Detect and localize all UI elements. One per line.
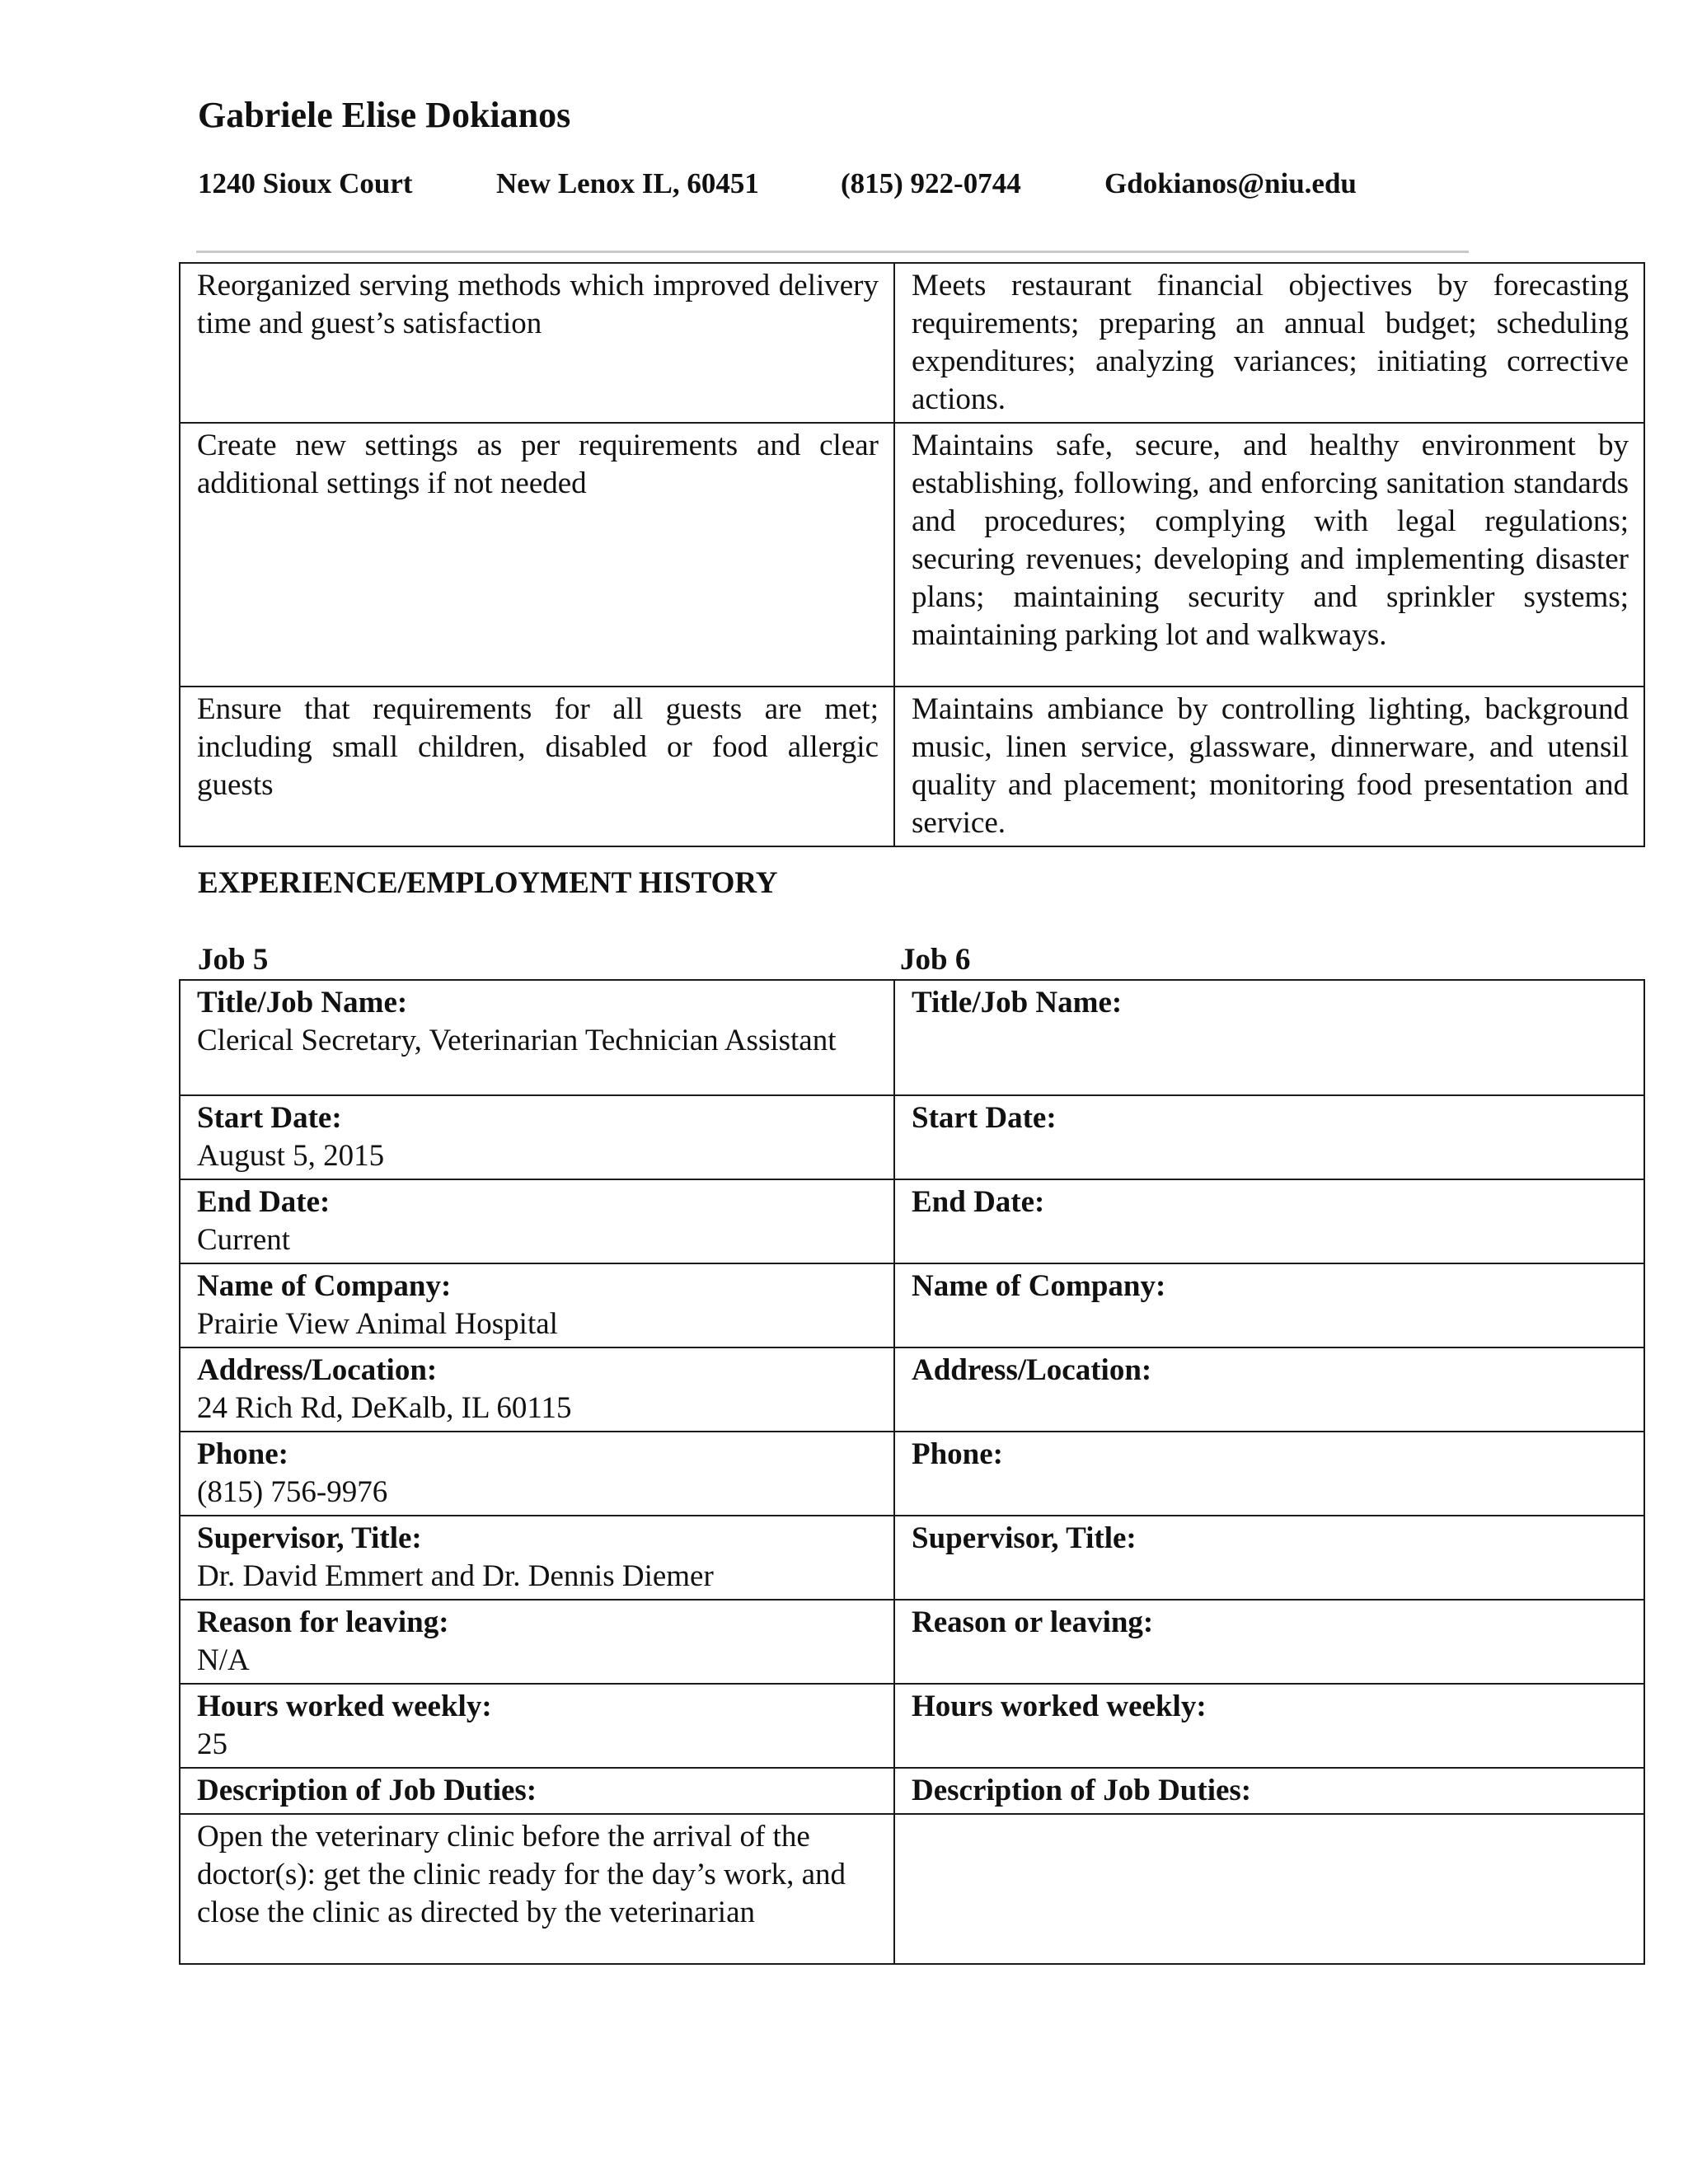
- table-row: [180, 1516, 1644, 1600]
- field-label: Reason for leaving:: [197, 1605, 449, 1639]
- job6-cell: [894, 1095, 1644, 1179]
- field-value: Clerical Secretary, Veterinarian Technician Assistant: [197, 1024, 837, 1057]
- field-value: Dr. David Emmert and Dr. Dennis Diemer: [197, 1559, 714, 1593]
- field-label: End Date:: [912, 1185, 1045, 1219]
- field-label: Hours worked weekly:: [912, 1690, 1207, 1723]
- skills-cell-right: Maintains ambiance by controlling lighting, background music, linen service, glassware, dinnerware, and utensil quality and placement; monitoring food presentation and service.: [894, 687, 1644, 846]
- table-row: [180, 1347, 1644, 1432]
- contact-email: Gdokianos@niu.edu: [1104, 167, 1357, 199]
- job6-cell: [894, 1684, 1644, 1768]
- job5-cell: [180, 980, 894, 1095]
- field-value: N/A: [197, 1643, 250, 1677]
- field-label: Address/Location:: [912, 1353, 1152, 1387]
- job6-cell: [894, 1263, 1644, 1347]
- job5-cell: [180, 1095, 894, 1179]
- contact-phone: (815) 922-0744: [841, 167, 1021, 199]
- skills-cell-left: Ensure that requirements for all guests are met; including small children, disabled or food allergic guests: [180, 687, 894, 846]
- job5-cell: [180, 1179, 894, 1263]
- table-row: [180, 1179, 1644, 1263]
- table-row: [180, 1768, 1644, 1814]
- job5-cell: [180, 1347, 894, 1432]
- job5-cell: [180, 1516, 894, 1600]
- job-6-label: Job 6: [900, 943, 971, 977]
- field-value: August 5, 2015: [197, 1139, 385, 1173]
- skills-cell-right: Maintains safe, secure, and healthy environment by establishing, following, and enforcing sanitation standards and procedures; complying with legal regulations; securing revenues; developing and implementing disaster plans; maintaining security and sprinkler systems; maintaining parking lot and walkways.: [894, 423, 1644, 687]
- table-row: [180, 1684, 1644, 1768]
- table-row: [180, 423, 1644, 687]
- job6-cell: [894, 1347, 1644, 1432]
- table-row: [180, 1263, 1644, 1347]
- field-label: Address/Location:: [197, 1353, 438, 1387]
- field-label: Start Date:: [912, 1101, 1057, 1135]
- field-label: End Date:: [197, 1185, 331, 1219]
- job6-description: [894, 1814, 1644, 1964]
- field-label: Supervisor, Title:: [912, 1521, 1137, 1555]
- contact-city: New Lenox IL, 60451: [496, 167, 759, 199]
- skills-table: [179, 262, 1645, 847]
- section-title-experience: EXPERIENCE/EMPLOYMENT HISTORY: [198, 866, 778, 900]
- table-row: [180, 1814, 1644, 1964]
- table-row: [180, 1600, 1644, 1684]
- field-label: Hours worked weekly:: [197, 1690, 492, 1723]
- job5-cell: [180, 1684, 894, 1768]
- field-label: Name of Company:: [912, 1269, 1166, 1303]
- field-label: Supervisor, Title:: [197, 1521, 422, 1555]
- field-value: 25: [197, 1727, 227, 1761]
- employment-table: [179, 979, 1645, 1965]
- field-label: Name of Company:: [197, 1269, 452, 1303]
- contact-street: 1240 Sioux Court: [198, 167, 413, 199]
- job6-cell: [894, 1179, 1644, 1263]
- field-label: Reason or leaving:: [912, 1605, 1154, 1639]
- field-value: Prairie View Animal Hospital: [197, 1307, 558, 1341]
- field-label: Phone:: [912, 1437, 1003, 1471]
- table-row: [180, 980, 1644, 1095]
- applicant-name: Gabriele Elise Dokianos: [198, 95, 571, 135]
- header-divider: [196, 251, 1469, 253]
- job6-cell: [894, 1600, 1644, 1684]
- job6-cell: [894, 1432, 1644, 1516]
- job5-cell: [180, 1263, 894, 1347]
- table-row: [180, 263, 1644, 423]
- job5-cell: [180, 1600, 894, 1684]
- skills-cell-left: Create new settings as per requirements and clear additional settings if not needed: [180, 423, 894, 687]
- job-5-label: Job 5: [198, 943, 269, 977]
- table-row: [180, 687, 1644, 846]
- field-value: (815) 756-9976: [197, 1475, 388, 1509]
- job6-cell: [894, 980, 1644, 1095]
- skills-cell-right: Meets restaurant financial objectives by forecasting requirements; preparing an annual budget; scheduling expenditures; analyzing variances; initiating corrective actions.: [894, 263, 1644, 423]
- field-label: Description of Job Duties:: [912, 1774, 1252, 1807]
- job5-cell: [180, 1768, 894, 1814]
- field-label: Title/Job Name:: [912, 986, 1123, 1019]
- field-value: Current: [197, 1223, 291, 1257]
- job6-cell: [894, 1516, 1644, 1600]
- job5-cell: [180, 1432, 894, 1516]
- job6-cell: [894, 1768, 1644, 1814]
- field-label: Phone:: [197, 1437, 288, 1471]
- field-value: 24 Rich Rd, DeKalb, IL 60115: [197, 1391, 572, 1425]
- field-label: Title/Job Name:: [197, 986, 408, 1019]
- field-label: Start Date:: [197, 1101, 342, 1135]
- skills-cell-left: Reorganized serving methods which improved delivery time and guest’s satisfaction: [180, 263, 894, 423]
- job5-description: Open the veterinary clinic before the arrival of the doctor(s): get the clinic ready for the day’s work, and close the clinic as directed by the veterinarian: [180, 1814, 894, 1964]
- table-row: [180, 1432, 1644, 1516]
- field-label: Description of Job Duties:: [197, 1774, 537, 1807]
- table-row: [180, 1095, 1644, 1179]
